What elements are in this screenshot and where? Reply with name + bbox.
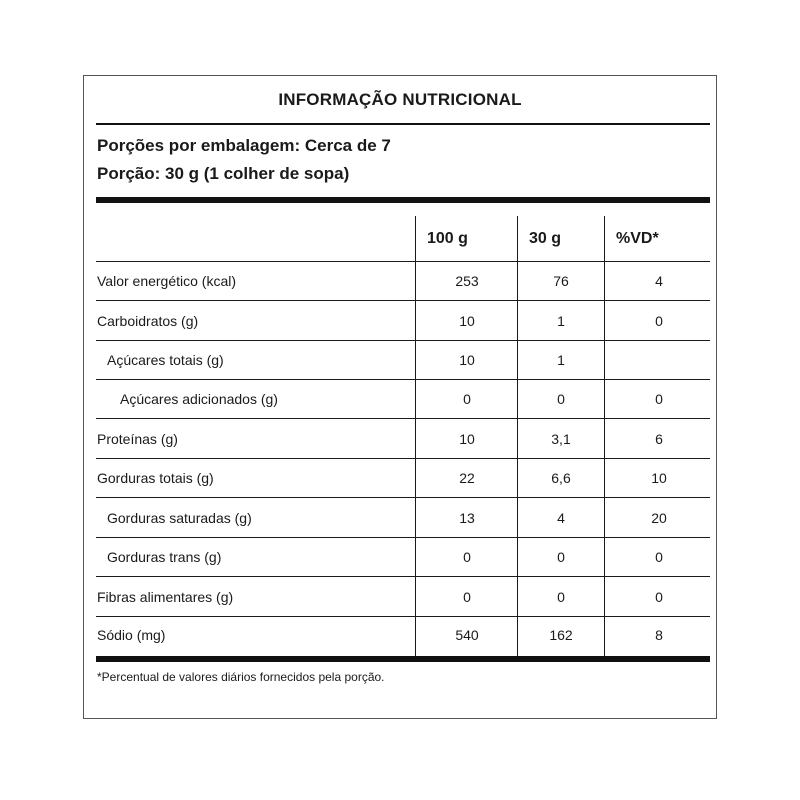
row-divider [96, 576, 710, 577]
row-divider [96, 418, 710, 419]
column-header-dv: %VD* [616, 230, 659, 247]
value-portion: 162 [549, 627, 573, 643]
value-100g: 10 [459, 431, 475, 447]
column-divider [604, 216, 605, 658]
value-portion: 0 [557, 391, 565, 407]
value-100g: 10 [459, 313, 475, 329]
value-portion: 1 [557, 352, 565, 368]
footnote: *Percentual de valores diários fornecidos pela porção. [97, 670, 385, 684]
nutrition-facts-label [83, 75, 717, 719]
value-dv: 10 [651, 470, 667, 486]
value-dv: 6 [655, 431, 663, 447]
column-header-100g: 100 g [427, 230, 468, 247]
servings-per-package: Porções por embalagem: Cerca de 7 [97, 136, 391, 155]
nutrient-name: Gorduras trans (g) [107, 549, 222, 565]
column-divider [415, 216, 416, 658]
header-thick-divider [96, 197, 710, 203]
value-dv: 20 [651, 510, 667, 526]
row-divider [96, 261, 710, 262]
row-divider [96, 497, 710, 498]
nutrient-name: Açúcares totais (g) [107, 352, 224, 368]
serving-size: Porção: 30 g (1 colher de sopa) [97, 164, 350, 183]
value-dv: 0 [655, 391, 663, 407]
column-header-portion: 30 g [529, 230, 562, 247]
value-100g: 13 [459, 510, 475, 526]
value-dv: 8 [655, 627, 663, 643]
nutrient-name: Gorduras totais (g) [97, 470, 214, 486]
value-dv: 0 [655, 313, 663, 329]
row-divider [96, 379, 710, 380]
value-portion: 76 [553, 273, 569, 289]
title-divider [96, 123, 710, 125]
footer-thick-divider [96, 656, 710, 662]
value-100g: 540 [455, 627, 479, 643]
value-portion: 0 [557, 589, 565, 605]
nutrient-name: Açúcares adicionados (g) [120, 391, 278, 407]
value-100g: 10 [459, 352, 475, 368]
value-portion: 6,6 [551, 470, 571, 486]
nutrient-name: Proteínas (g) [97, 431, 178, 447]
value-100g: 0 [463, 391, 471, 407]
nutrient-name: Carboidratos (g) [97, 313, 199, 329]
nutrient-name: Valor energético (kcal) [97, 273, 237, 289]
value-dv: 0 [655, 589, 663, 605]
value-portion: 0 [557, 549, 565, 565]
value-dv: 0 [655, 549, 663, 565]
value-100g: 0 [463, 589, 471, 605]
value-portion: 3,1 [551, 431, 571, 447]
value-100g: 253 [455, 273, 479, 289]
row-divider [96, 458, 710, 459]
row-divider [96, 537, 710, 538]
row-divider [96, 340, 710, 341]
value-portion: 1 [557, 313, 565, 329]
value-100g: 22 [459, 470, 475, 486]
label-title: INFORMAÇÃO NUTRICIONAL [278, 90, 522, 109]
nutrient-name: Sódio (mg) [97, 627, 166, 643]
nutrient-name: Gorduras saturadas (g) [107, 510, 252, 526]
row-divider [96, 300, 710, 301]
row-divider [96, 616, 710, 617]
value-100g: 0 [463, 549, 471, 565]
nutrient-name: Fibras alimentares (g) [97, 589, 234, 605]
column-divider [517, 216, 518, 658]
value-portion: 4 [557, 510, 565, 526]
value-dv: 4 [655, 273, 663, 289]
